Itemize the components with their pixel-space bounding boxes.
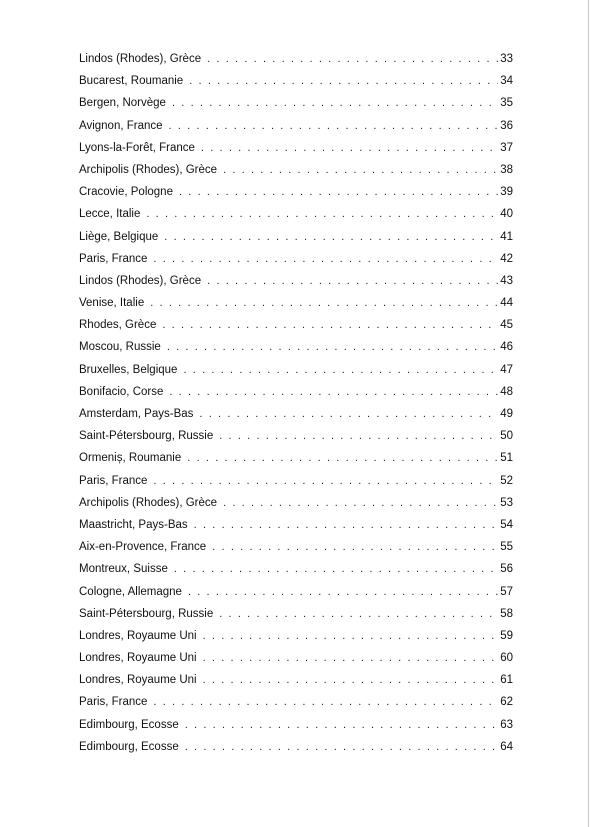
toc-entry-page-number: 61 <box>500 674 513 687</box>
toc-entry-page-number: 42 <box>500 252 513 265</box>
toc-entry <box>79 652 513 674</box>
dot-leader <box>203 630 499 642</box>
toc-entry <box>79 364 513 386</box>
dot-leader <box>179 186 498 198</box>
toc-entry <box>79 253 513 275</box>
dot-leader <box>153 253 498 265</box>
toc-entry-title: Montreux, Suisse <box>79 563 168 576</box>
dot-leader <box>172 97 498 109</box>
toc-entry-page-number: 63 <box>500 718 513 731</box>
toc-entry <box>79 452 513 474</box>
toc-entry-page-number: 48 <box>500 385 513 398</box>
toc-entry-page-number: 49 <box>500 408 513 420</box>
toc-entry-title: Bruxelles, Belgique <box>79 363 178 376</box>
toc-entry <box>79 186 513 208</box>
toc-entry-title: Londres, Royaume Uni <box>79 674 197 687</box>
dot-leader <box>194 519 499 531</box>
toc-entry-page-number: 60 <box>500 652 513 665</box>
toc-entry-title: Paris, France <box>79 252 148 265</box>
toc-entry-page-number: 57 <box>500 585 513 598</box>
toc-entry <box>79 97 513 119</box>
toc-entry-title: Ormeniș, Roumanie <box>79 452 182 465</box>
toc-entry-title: Rhodes, Grèce <box>79 319 157 332</box>
toc-entry-page-number: 50 <box>500 430 513 443</box>
toc-entry-title: Lecce, Italie <box>79 208 141 221</box>
toc-entry <box>79 231 513 253</box>
toc-entry-title: Moscou, Russie <box>79 341 161 354</box>
dot-leader <box>203 674 499 686</box>
toc-entry-title: Saint-Pétersbourg, Russie <box>79 607 214 620</box>
dot-leader <box>187 452 498 464</box>
toc-entry-title: Liège, Belgique <box>79 230 159 243</box>
toc-entry-page-number: 36 <box>500 119 513 132</box>
dot-leader <box>201 142 498 154</box>
table-of-contents <box>79 53 513 763</box>
toc-entry-page-number: 33 <box>500 53 513 65</box>
toc-entry <box>79 475 513 497</box>
dot-leader <box>146 208 498 220</box>
toc-entry <box>79 164 513 186</box>
toc-entry <box>79 341 513 363</box>
toc-entry-page-number: 35 <box>500 97 513 110</box>
dot-leader <box>207 275 498 287</box>
dot-leader <box>189 75 498 87</box>
toc-entry-title: Paris, France <box>79 474 148 487</box>
dot-leader <box>223 497 498 509</box>
toc-entry <box>79 630 513 652</box>
toc-entry-page-number: 64 <box>500 740 513 753</box>
toc-entry-title: Edimbourg, Ecosse <box>79 718 179 731</box>
toc-entry-title: Cologne, Allemagne <box>79 585 182 598</box>
dot-leader <box>150 297 498 309</box>
toc-entry-title: Archipolis (Rhodes), Grèce <box>79 163 218 176</box>
toc-entry <box>79 120 513 142</box>
dot-leader <box>219 430 498 442</box>
toc-entry-page-number: 34 <box>500 75 513 88</box>
toc-entry-page-number: 59 <box>500 629 513 642</box>
toc-entry <box>79 430 513 452</box>
toc-entry-page-number: 37 <box>500 141 513 154</box>
toc-entry <box>79 541 513 563</box>
toc-entry-title: Lyons-la-Forêt, France <box>79 141 195 154</box>
toc-entry-title: Bonifacio, Corse <box>79 385 164 398</box>
toc-entry-page-number: 47 <box>500 363 513 376</box>
toc-entry-title: Edimbourg, Ecosse <box>79 740 179 753</box>
toc-entry-title: Saint-Pétersbourg, Russie <box>79 430 214 443</box>
toc-entry-title: Amsterdam, Pays-Bas <box>79 408 194 420</box>
toc-entry-title: Maastricht, Pays-Bas <box>79 518 188 531</box>
toc-entry-title: Lindos (Rhodes), Grèce <box>79 53 202 65</box>
toc-entry-page-number: 46 <box>500 341 513 354</box>
toc-entry <box>79 674 513 696</box>
toc-entry-page-number: 62 <box>500 696 513 709</box>
dot-leader <box>185 719 498 731</box>
toc-entry-page-number: 52 <box>500 474 513 487</box>
toc-entry-page-number: 43 <box>500 274 513 287</box>
toc-entry <box>79 408 513 430</box>
toc-entry-title: Lindos (Rhodes), Grèce <box>79 274 202 287</box>
dot-leader <box>174 563 498 575</box>
toc-entry-page-number: 39 <box>500 186 513 199</box>
toc-entry-page-number: 53 <box>500 496 513 509</box>
toc-entry <box>79 208 513 230</box>
toc-entry <box>79 386 513 408</box>
dot-leader <box>183 364 498 376</box>
toc-entry <box>79 319 513 341</box>
dot-leader <box>169 120 499 132</box>
dot-leader <box>153 475 498 487</box>
dot-leader <box>223 164 498 176</box>
toc-entry-title: Londres, Royaume Uni <box>79 652 197 665</box>
toc-entry <box>79 608 513 630</box>
dot-leader <box>169 386 498 398</box>
toc-entry <box>79 719 513 741</box>
toc-entry-title: Venise, Italie <box>79 297 145 310</box>
toc-entry-page-number: 44 <box>500 297 513 310</box>
toc-entry <box>79 142 513 164</box>
toc-entry <box>79 586 513 608</box>
toc-entry <box>79 53 513 75</box>
toc-entry-title: Aix-en-Provence, France <box>79 541 207 554</box>
toc-entry-title: Bucarest, Roumanie <box>79 75 184 88</box>
toc-entry-title: Cracovie, Pologne <box>79 186 173 199</box>
toc-entry <box>79 696 513 718</box>
dot-leader <box>207 53 498 65</box>
toc-entry-title: Archipolis (Rhodes), Grèce <box>79 496 218 509</box>
toc-entry-page-number: 55 <box>500 541 513 554</box>
dot-leader <box>203 652 499 664</box>
dot-leader <box>185 741 498 753</box>
toc-entry <box>79 275 513 297</box>
dot-leader <box>164 231 498 243</box>
toc-entry-page-number: 45 <box>500 319 513 332</box>
toc-entry <box>79 741 513 763</box>
dot-leader <box>199 408 498 420</box>
toc-entry <box>79 75 513 97</box>
toc-entry-page-number: 54 <box>500 518 513 531</box>
toc-entry <box>79 519 513 541</box>
toc-entry <box>79 497 513 519</box>
toc-entry-title: Bergen, Norvège <box>79 97 166 110</box>
toc-entry-page-number: 41 <box>500 230 513 243</box>
toc-entry <box>79 297 513 319</box>
toc-entry-title: Paris, France <box>79 696 148 709</box>
dot-leader <box>153 696 498 708</box>
dot-leader <box>188 586 498 598</box>
dot-leader <box>212 541 498 553</box>
toc-entry-title: Londres, Royaume Uni <box>79 629 197 642</box>
dot-leader <box>162 319 498 331</box>
dot-leader <box>167 341 498 353</box>
toc-entry-page-number: 51 <box>500 452 513 465</box>
toc-entry-page-number: 56 <box>500 563 513 576</box>
toc-entry-page-number: 40 <box>500 208 513 221</box>
toc-entry-title: Avignon, France <box>79 119 163 132</box>
toc-entry-page-number: 38 <box>500 163 513 176</box>
dot-leader <box>219 608 498 620</box>
toc-entry-page-number: 58 <box>500 607 513 620</box>
toc-entry <box>79 563 513 585</box>
